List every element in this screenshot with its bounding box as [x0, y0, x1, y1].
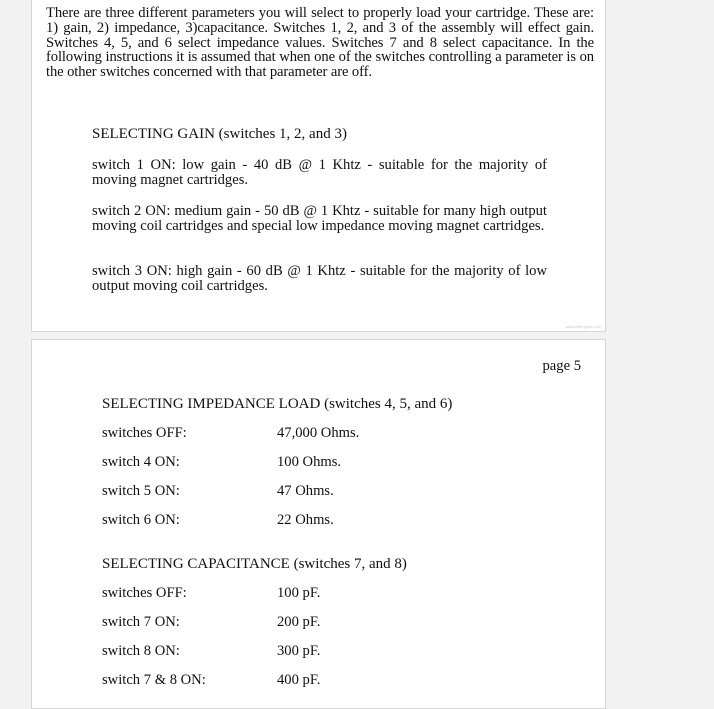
capacitance-row-value: 300 pF. [277, 643, 321, 659]
impedance-row-label: switch 4 ON: [102, 454, 180, 470]
impedance-row-value: 22 Ohms. [277, 512, 334, 528]
impedance-row-label: switches OFF: [102, 425, 187, 441]
impedance-row-label: switch 6 ON: [102, 512, 180, 528]
capacitance-row-value: 100 pF. [277, 585, 321, 601]
capacitance-row-label: switch 7 & 8 ON: [102, 672, 206, 688]
impedance-section-title: SELECTING IMPEDANCE LOAD (switches 4, 5, and 6) [102, 396, 453, 412]
gain-switch-2-description: switch 2 ON: medium gain - 50 dB @ 1 Khtz - suitable for many high output moving coil cartridges and special low impedance moving magnet cartridges. [92, 203, 547, 234]
capacitance-section-title: SELECTING CAPACITANCE (switches 7, and 8) [102, 556, 407, 572]
capacitance-row-value: 200 pF. [277, 614, 321, 630]
page-number: page 5 [542, 358, 581, 374]
capacitance-row-label: switch 7 ON: [102, 614, 180, 630]
capacitance-row-value: 400 pF. [277, 672, 321, 688]
impedance-row-value: 47,000 Ohms. [277, 425, 360, 441]
impedance-row-value: 47 Ohms. [277, 483, 334, 499]
document-page-bottom [31, 339, 606, 709]
capacitance-row-label: switches OFF: [102, 585, 187, 601]
intro-paragraph: There are three different parameters you will select to properly load your cartridge. These are: 1) gain, 2) impedance, 3)capacitance. Switches 1, 2, and 3 of the assembly will effect gain. Switches 4, 5, and 6 select impedance values. Switches 7 and 8 select capacitance. In the following instructions it is assumed that when one of the switches controlling a parameter is on the other switches concerned with that parameter are off. [46, 5, 594, 81]
document-page-top [31, 0, 606, 332]
gain-switch-3-description: switch 3 ON: high gain - 60 dB @ 1 Khtz - suitable for the majority of low output moving coil cartridges. [92, 263, 547, 294]
capacitance-row-label: switch 8 ON: [102, 643, 180, 659]
watermark: www.hifiengine.com [565, 324, 601, 329]
gain-section-title: SELECTING GAIN (switches 1, 2, and 3) [92, 126, 347, 142]
impedance-row-value: 100 Ohms. [277, 454, 342, 470]
gain-switch-1-description: switch 1 ON: low gain - 40 dB @ 1 Khtz - suitable for the majority of moving magnet cartridges. [92, 157, 547, 188]
impedance-row-label: switch 5 ON: [102, 483, 180, 499]
